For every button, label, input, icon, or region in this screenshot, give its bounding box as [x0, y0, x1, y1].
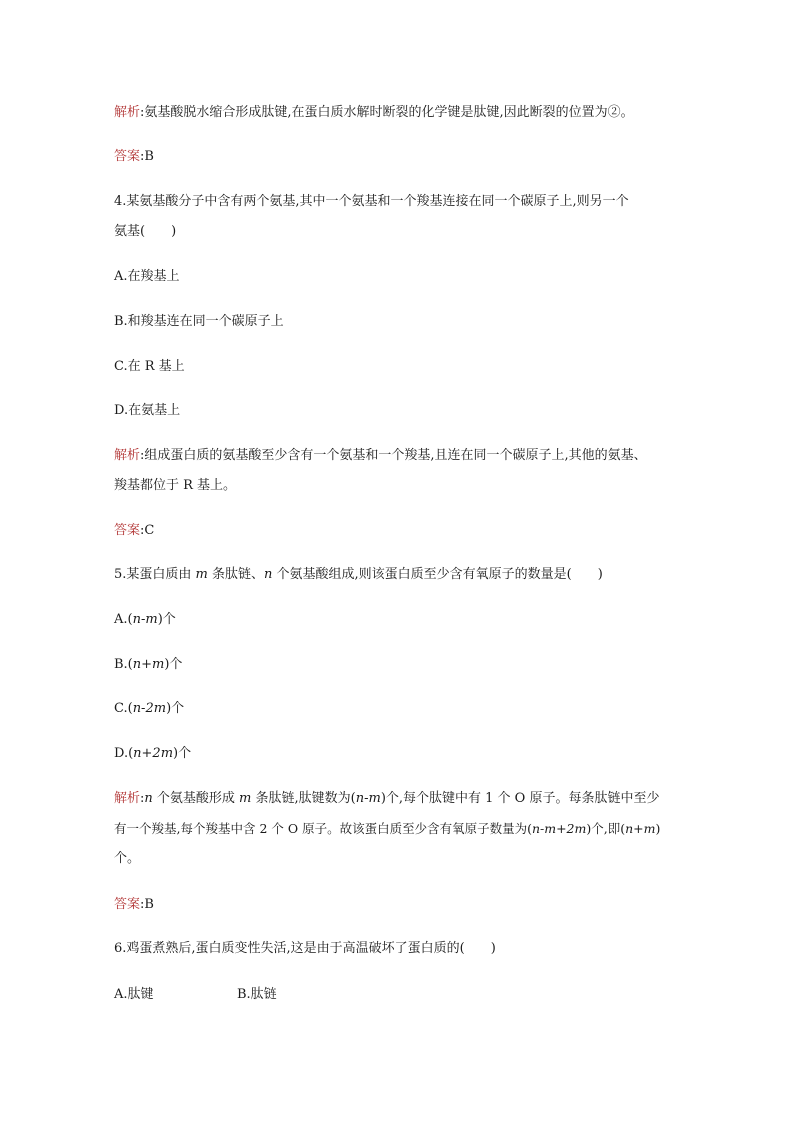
q3-explanation [114, 105, 634, 121]
q4-option-a: A.在羧基上 [114, 269, 180, 284]
q4-answer [114, 523, 154, 539]
explain-label: 解析 [114, 105, 141, 120]
q6-option-a: A.肽键 [114, 987, 154, 1002]
answer-label: 答案 [114, 523, 141, 538]
q4-option-c: C.在 R 基上 [114, 359, 185, 374]
q5-option-d: D.(n+2m)个 [114, 746, 192, 761]
explain-text: :氨基酸脱水缩合形成肽键,在蛋白质水解时断裂的化学键是肽键,因此断裂的位置为②。 [140, 105, 634, 120]
q3-answer [114, 149, 154, 165]
answer-text: :B [140, 149, 154, 164]
q5-stem: 5.某蛋白质由 m 条肽链、n 个氨基酸组成,则该蛋白质至少含有氧原子的数量是( ) [114, 567, 603, 582]
q6-stem: 6.鸡蛋煮熟后,蛋白质变性失活,这是由于高温破坏了蛋白质的( ) [114, 941, 496, 956]
q4-option-b: B.和羧基连在同一个碳原子上 [114, 314, 284, 329]
q5-explanation-line3: 个。 [114, 851, 141, 866]
q5-answer [114, 897, 154, 913]
explain-text: :组成蛋白质的氨基酸至少含有一个氨基和一个羧基,且连在同一个碳原子上,其他的氨基、 [140, 448, 647, 463]
q5-option-b: B.(n+m)个 [114, 657, 183, 672]
q4-explanation-line1 [114, 448, 647, 464]
answer-label: 答案 [114, 149, 141, 164]
answer-text: :B [140, 897, 154, 912]
q5-option-c: C.(n-2m)个 [114, 701, 185, 716]
q5-explanation-line2: 有一个羧基,每个羧基中含 2 个 O 原子。故该蛋白质至少含有氧原子数量为(n-m+2m)个,即(n+m) [114, 821, 661, 836]
q4-stem-line2: 氨基( ) [114, 224, 177, 239]
explain-label: 解析 [114, 448, 141, 463]
q4-stem-line1: 4.某氨基酸分子中含有两个氨基,其中一个氨基和一个羧基连接在同一个碳原子上,则另一个 [114, 194, 629, 209]
q6-option-b: B.肽链 [237, 987, 277, 1002]
q5-option-a: A.(n-m)个 [114, 612, 176, 627]
q4-option-d: D.在氨基上 [114, 403, 181, 418]
answer-text: :C [140, 523, 155, 538]
q4-explanation-line2: 羧基都位于 R 基上。 [114, 478, 237, 493]
explain-label: 解析 [114, 791, 141, 806]
q6-options-row [114, 987, 277, 1003]
q5-explanation-line1: 解析:n 个氨基酸形成 m 条肽链,肽键数为(n-m)个,每个肽键中有 1 个 O 原子。每条肽链中至少 [114, 791, 660, 806]
answer-label: 答案 [114, 897, 141, 912]
